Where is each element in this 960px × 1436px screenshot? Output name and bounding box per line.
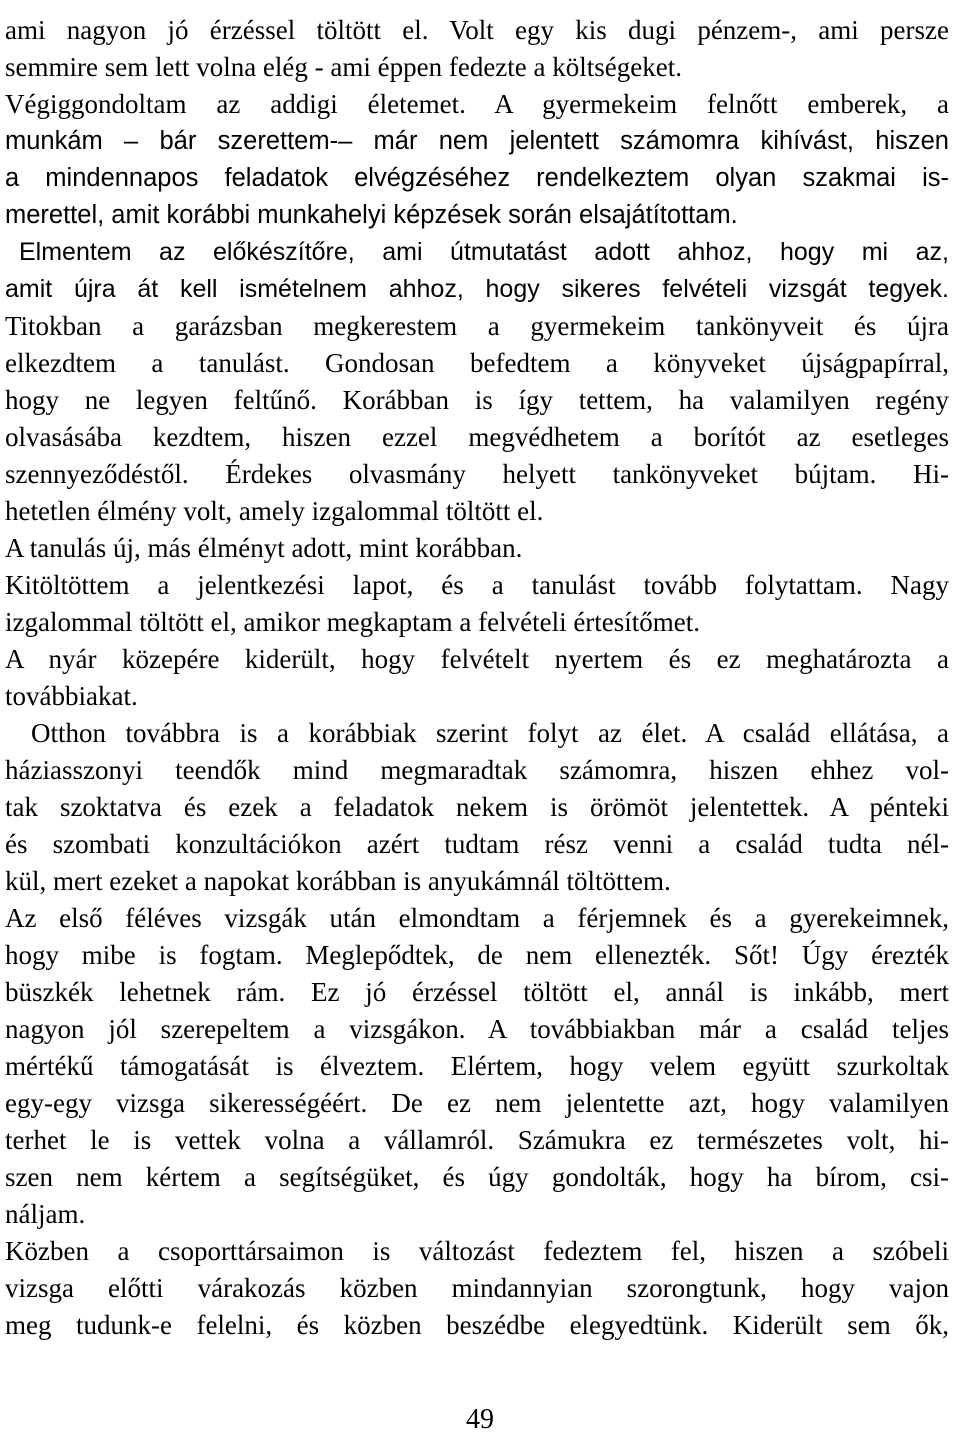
text-line: a mindennapos feladatok elvégzéséhez rendelkeztem olyan szakmai is- (5, 164, 949, 192)
text-line: olvasásába kezdtem, hiszen ezzel megvédhetem a borítót az esetleges (5, 422, 949, 452)
page-number: 49 (466, 1404, 494, 1435)
text-line: A nyár közepére kiderült, hogy felvételt nyertem és ez meghatározta a (5, 644, 949, 674)
text-line: tak szoktatva és ezek a feladatok nekem is örömöt jelentettek. A pénteki (5, 792, 949, 822)
text-line: semmire sem lett volna elég - ami éppen fedezte a költségeket. (5, 52, 682, 82)
text-line: nagyon jól szerepeltem a vizsgákon. A továbbiakban már a család teljes (5, 1014, 949, 1044)
page-body (5, 12, 949, 1344)
text-line: Otthon továbbra is a korábbiak szerint folyt az élet. A család ellátása, a (31, 718, 949, 748)
text-line: meg tudunk-e felelni, és közben beszédbe elegyedtünk. Kiderült sem ők, (5, 1310, 949, 1340)
text-line: Közben a csoporttársaimon is változást fedeztem fel, hiszen a szóbeli (5, 1236, 949, 1266)
text-line: A tanulás új, más élményt adott, mint korábban. (5, 533, 523, 563)
text-line: izgalommal töltött el, amikor megkaptam a felvételi értesítőmet. (5, 607, 701, 637)
text-line: kül, mert ezeket a napokat korábban is anyukámnál töltöttem. (5, 866, 671, 896)
text-line: vizsga előtti várakozás közben mindannyian szorongtunk, hogy vajon (5, 1273, 949, 1303)
text-line: Végiggondoltam az addigi életemet. A gyermekeim felnőtt emberek, a (5, 89, 949, 119)
text-line: háziasszonyi teendők mind megmaradtak számomra, hiszen ehhez vol- (5, 755, 949, 785)
text-line: Titokban a garázsban megkerestem a gyermekeim tankönyveit és újra (5, 311, 949, 341)
text-line: terhet le is vettek volna a vállamról. Számukra ez természetes volt, hi- (5, 1125, 949, 1155)
text-line: munkám – bár szerettem-– már nem jelentett számomra kihívást, hiszen (5, 127, 949, 155)
text-line: mértékű támogatását is élveztem. Elértem, hogy velem együtt szurkoltak (5, 1051, 949, 1081)
text-line: szen nem kértem a segítségüket, és úgy gondolták, hogy ha bírom, csi- (5, 1162, 949, 1192)
text-line: ami nagyon jó érzéssel töltött el. Volt egy kis dugi pénzem-, ami persze (5, 15, 949, 45)
text-line: egy-egy vizsga sikerességéért. De ez nem jelentette azt, hogy valamilyen (5, 1088, 949, 1118)
text-line: hogy ne legyen feltűnő. Korábban is így tettem, ha valamilyen regény (5, 385, 949, 415)
text-line: továbbiakat. (5, 681, 138, 711)
text-line: szennyeződéstől. Érdekes olvasmány helyett tankönyveket bújtam. Hi- (5, 459, 949, 489)
text-line: Az első féléves vizsgák után elmondtam a férjemnek és a gyerekeimnek, (5, 903, 949, 933)
text-line: hogy mibe is fogtam. Meglepődtek, de nem ellenezték. Sőt! Úgy érezték (5, 940, 949, 970)
text-line: náljam. (5, 1199, 86, 1229)
text-line: büszkék lehetnek rám. Ez jó érzéssel töltött el, annál is inkább, mert (5, 977, 949, 1007)
text-line: elkezdtem a tanulást. Gondosan befedtem a könyveket újságpapírral, (5, 348, 949, 378)
text-line: és szombati konzultációkon azért tudtam rész venni a család tudta nél- (5, 829, 949, 859)
text-line: Kitöltöttem a jelentkezési lapot, és a tanulást tovább folytattam. Nagy (5, 570, 949, 600)
text-line: Elmentem az előkészítőre, ami útmutatást adott ahhoz, hogy mi az, (19, 238, 949, 266)
text-line: hetetlen élmény volt, amely izgalommal töltött el. (5, 496, 544, 526)
text-line: amit újra át kell ismételnem ahhoz, hogy sikeres felvételi vizsgát tegyek. (5, 275, 949, 303)
text-line: merettel, amit korábbi munkahelyi képzések során elsajátítottam. (5, 201, 738, 229)
